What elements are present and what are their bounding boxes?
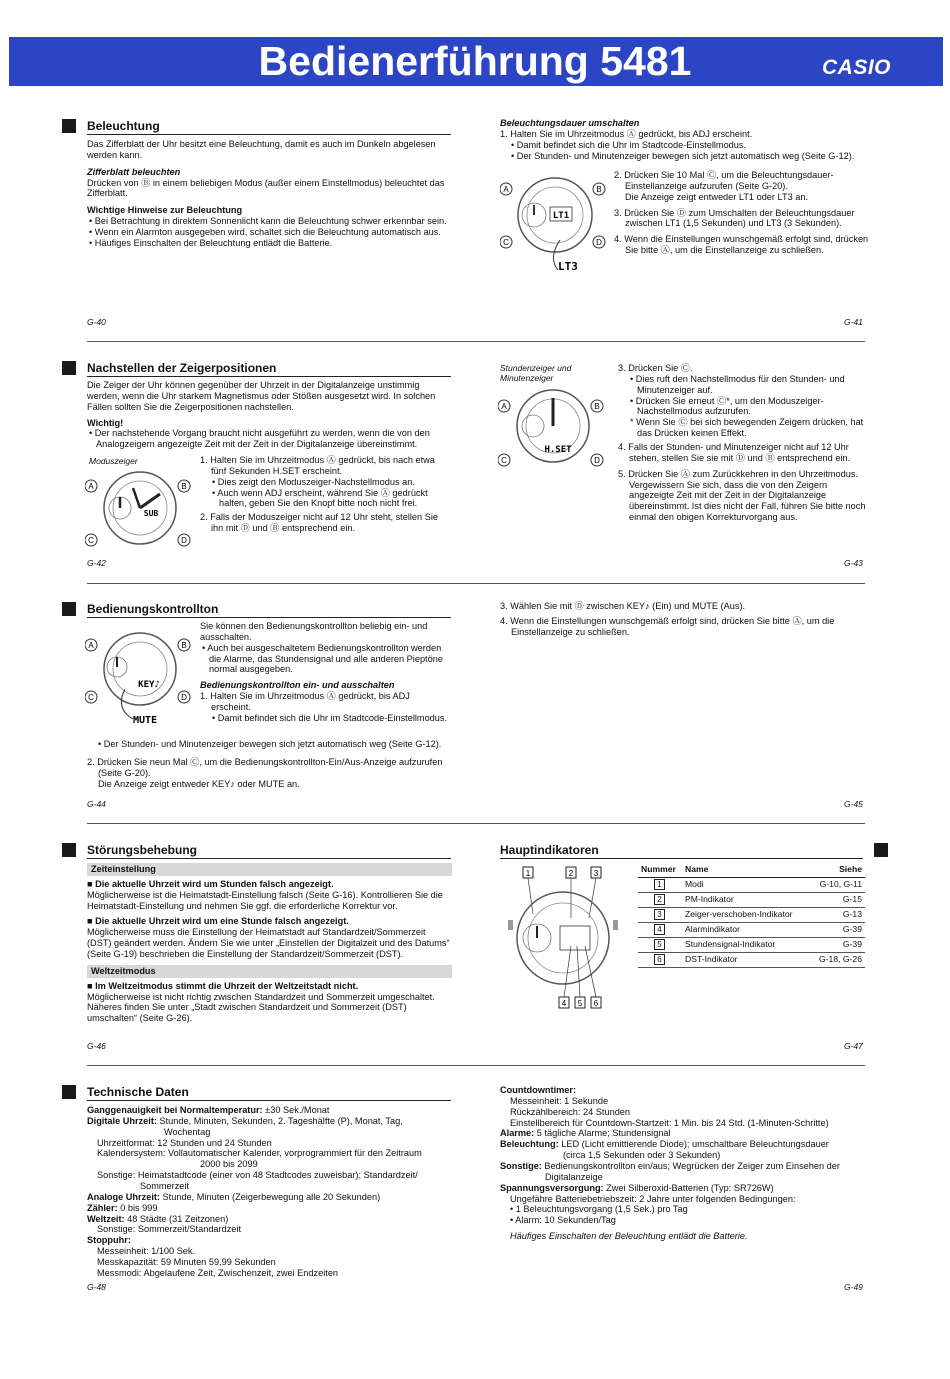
- section-marker: [874, 843, 888, 857]
- indicator-table-wrap: [638, 862, 865, 968]
- spec-value: Sonstige: Heimatstadtcode (einer von 48 Stadtcodes zuweisbar); Standardzeit/: [97, 1170, 418, 1181]
- category-bar: Weltzeitmodus: [87, 965, 452, 978]
- bullet: • Dies ruft den Nachstellmodus für den Stunden- und Minutenzeiger auf.: [630, 373, 845, 395]
- table-cell: Zeiger-verschoben-Indikator: [682, 907, 807, 922]
- spec-label: Countdowntimer:: [500, 1085, 577, 1095]
- question: ■ Im Weltzeitmodus stimmt die Uhrzeit der Weltzeitstadt nicht.: [87, 980, 359, 991]
- spec-value: Messmodi: Abgelaufene Zeit, Zwischenzeit, zwei Endzeiten: [97, 1267, 339, 1278]
- button-c-label: C: [503, 238, 509, 247]
- lcd-hset: H.SET: [544, 445, 572, 455]
- step: 2. Drücken Sie neun Mal Ⓒ, um die Bedienungskontrollton-Ein/Aus-Anzeige aufzurufen (Seite G-20).: [87, 756, 443, 778]
- table-cell: G-13: [807, 907, 865, 922]
- page-number: G-41: [844, 317, 863, 327]
- page-number: G-40: [87, 317, 106, 327]
- bullet: • Wenn ein Alarmton ausgegeben wird, schaltet sich die Beleuchtung automatisch aus.: [89, 227, 441, 238]
- zeiger-body: [87, 380, 452, 450]
- indicator-table: [638, 862, 865, 968]
- spec-line: [87, 1203, 457, 1214]
- note: Häufiges Einschalten der Beleuchtung entlädt die Batterie.: [510, 1231, 748, 1242]
- figure-label: Stundenzeiger und Minutenzeiger: [500, 363, 572, 384]
- button-c-label: C: [88, 693, 94, 702]
- spec-value: Bedienungskontrollton ein/aus; Wegrücken der Zeiger zum Einsehen der: [541, 1161, 840, 1172]
- table-cell: G-39: [807, 937, 865, 952]
- spec-label: Beleuchtung:: [500, 1139, 559, 1150]
- spec-line: [87, 1214, 457, 1225]
- spec-value: Messeinheit: 1 Sekunde: [510, 1095, 609, 1106]
- watch-diagram-key: [85, 631, 195, 729]
- spec-value: • 1 Beleuchtungsvorgang (1,5 Sek.) pro Tag: [510, 1204, 688, 1215]
- button-b-label: B: [181, 482, 187, 491]
- lcd-lt3: LT3: [558, 260, 578, 273]
- kontroll-body-2: [87, 739, 457, 789]
- table-row: [638, 892, 865, 907]
- paragraph: Vergewissern Sie sich, dass die von den Zeigern angezeigte Zeit mit der Zeit in der Digitalanzeige übereinstimmt. Ist dies nicht der Fall, führen Sie bitte noch einmal den obigen Korrekturvorgang aus.: [629, 479, 866, 523]
- table-row: [638, 922, 865, 937]
- section-title-zeiger: Nachstellen der Zeigerpositionen: [87, 361, 451, 377]
- indicator-num: 2: [568, 869, 574, 878]
- table-cell: Alarmindikator: [682, 922, 807, 937]
- spec-line: [500, 1139, 870, 1150]
- button-b-label: B: [596, 185, 602, 194]
- dauer-steps: [614, 170, 870, 256]
- spec-value: 5 tägliche Alarme; Stundensignal: [534, 1128, 671, 1139]
- indicator-num: 5: [577, 999, 583, 1008]
- spec-line: [500, 1128, 870, 1139]
- indicator-num: 6: [593, 999, 599, 1008]
- spec-label: Weltzeit:: [87, 1213, 125, 1224]
- spec-line: [500, 1183, 870, 1194]
- bullet: • Damit befindet sich die Uhr im Stadtcode-Einstellmodus.: [511, 139, 747, 150]
- spec-value: • Alarm: 10 Sekunden/Tag: [510, 1215, 616, 1226]
- stoer-body: [87, 863, 452, 1024]
- section-title-tech: Technische Daten: [87, 1085, 451, 1101]
- button-c-label: C: [88, 536, 94, 545]
- button-a-label: A: [503, 185, 509, 194]
- lcd-lt1: LT1: [552, 211, 570, 221]
- kontroll2-body: [500, 601, 870, 638]
- section-marker: [62, 602, 76, 616]
- spec-label: Zähler:: [87, 1202, 118, 1213]
- spec-label: Alarme:: [500, 1128, 535, 1139]
- spec-value: Einstellbereich für Countdown-Startzeit: 1 Min. bis 24 Std. (1-Minuten-Schritte): [510, 1117, 829, 1128]
- spec-value: LED (Licht emittierende Diode); umschaltbare Beleuchtungsdauer: [558, 1139, 829, 1150]
- lcd-sub: SUB: [143, 509, 159, 518]
- spec-label: Spannungsversorgung:: [500, 1182, 604, 1193]
- spec-value: Rückzählbereich: 24 Stunden: [510, 1106, 631, 1117]
- watch-diagram-sub: [85, 468, 195, 550]
- section-title-beleuchtung: Beleuchtung: [87, 119, 451, 135]
- spec-value: Uhrzeitformat: 12 Stunden und 24 Stunden: [97, 1137, 272, 1148]
- table-cell: 6: [654, 954, 665, 965]
- section-title-stoer: Störungsbehebung: [87, 843, 451, 859]
- page-number: G-45: [844, 799, 863, 809]
- figure-label: Moduszeiger: [89, 456, 138, 466]
- indicator-num: 1: [525, 869, 531, 878]
- dauer-body: [500, 118, 870, 161]
- lcd-key: KEY♪: [138, 680, 160, 690]
- button-a-label: A: [88, 482, 94, 491]
- answer: Möglicherweise ist nicht richtig zwischen Standardzeit und Sommerzeit umgeschaltet. Näheres finden Sie unter „Stadt zwischen Standardzeit und Sommerzeit (DST) umschalten“ (Seite G-26).: [87, 991, 435, 1024]
- wichtig-heading: Wichtig!: [87, 417, 124, 428]
- page-number: G-42: [87, 558, 106, 568]
- page-title: Bedienerführung 5481: [258, 38, 692, 84]
- bullet: • Drücken Sie erneut Ⓒ*, um den Moduszeiger-Nachstellmodus aufzurufen.: [630, 395, 824, 417]
- page-number: G-44: [87, 799, 106, 809]
- spec-value: (circa 1,5 Sekunden oder 3 Sekunden): [563, 1150, 721, 1161]
- sub-heading: Beleuchtungsdauer umschalten: [500, 118, 640, 128]
- table-cell: G-18, G-26: [807, 952, 865, 967]
- step: 1. Halten Sie im Uhrzeitmodus Ⓐ gedrückt, bis ADJ erscheint.: [200, 691, 410, 713]
- spec-label: Sonstige:: [500, 1161, 542, 1172]
- spec-value: 48 Städte (31 Zeitzonen): [124, 1213, 229, 1224]
- divider: [87, 823, 865, 824]
- spec-line: [87, 1105, 457, 1116]
- spec-value: Sommerzeit: [140, 1181, 190, 1192]
- bullet: • Der Stunden- und Minutenzeiger bewegen sich jetzt automatisch weg (Seite G-12).: [98, 739, 442, 749]
- page-number: G-48: [87, 1282, 106, 1292]
- page-number: G-46: [87, 1041, 106, 1051]
- bullet: • Auch bei ausgeschaltetem Bedienungskontrollton werden die Alarme, das Stundensignal und alle anderen Pieptöne normal ausgegeben.: [202, 642, 443, 675]
- answer: Möglicherweise muss die Einstellung der Heimatstadt auf Standardzeit/Sommerzeit (DST) geändert werden. Ändern Sie wie unter „Einstellen der Digitalzeit und des Datums“ (Seite G-19) beschrieben die Einstellung der Standardzeit/Sommerzeit (DST).: [87, 927, 450, 960]
- zeiger2-steps: [618, 363, 868, 523]
- spec-value: Kalendersystem: Vollautomatischer Kalender, vorprogrammiert für den Zeitraum: [97, 1148, 422, 1159]
- beleuchtung-body: [87, 139, 452, 249]
- spec-value: Zwei Silberoxid-Batterien (Typ: SR726W): [603, 1182, 774, 1193]
- step: 1. Halten Sie im Uhrzeitmodus Ⓐ gedrückt, bis nach etwa fünf Sekunden H.SET erscheint.: [200, 455, 435, 476]
- spec-value: Stunde, Minuten, Sekunden, 2. Tageshälfte (P), Monat, Tag,: [156, 1115, 403, 1126]
- watch-diagram-indicators: [505, 866, 633, 1010]
- divider: [87, 341, 865, 342]
- page-number: G-49: [844, 1282, 863, 1292]
- button-d-label: D: [596, 238, 602, 247]
- answer: Möglicherweise ist die Heimatstadt-Einstellung falsch (Seite G-16). Kontrollieren Sie die Heimatstadt-Einstellung und nehmen Sie ggf. die erforderliche Korrektur vor.: [87, 889, 443, 911]
- step: 2. Drücken Sie 10 Mal Ⓒ, um die Beleuchtungsdauer-Einstellanzeige aufzurufen (Seite G-20).: [614, 170, 834, 191]
- button-a-label: A: [88, 641, 94, 650]
- bullet: • Auch wenn ADJ erscheint, während Sie Ⓐ gedrückt halten, geben Sie den Knopf bitte noch nicht frei.: [212, 487, 428, 509]
- spec-value: ±30 Sek./Monat: [262, 1105, 330, 1115]
- table-cell: G-10, G-11: [807, 877, 865, 892]
- step: 4. Wenn die Einstellungen wunschgemäß erfolgt sind, drücken Sie bitte Ⓐ, um die Einstellanzeige zu schließen.: [500, 615, 835, 637]
- step: 5. Drücken Sie Ⓐ zum Zurückkehren in den Uhrzeitmodus.: [618, 468, 858, 479]
- spec-value: Digitalanzeige: [545, 1171, 603, 1182]
- spec-value: 0 bis 999: [117, 1202, 158, 1213]
- sub-heading: Bedienungskontrollton ein- und ausschalten: [200, 680, 395, 691]
- button-d-label: D: [181, 693, 187, 702]
- footnote: * Wenn Sie Ⓒ bei sich bewegenden Zeigern drücken, hat das Drücken keinen Effekt.: [630, 417, 864, 439]
- table-cell: G-15: [807, 892, 865, 907]
- table-header-row: [638, 862, 865, 877]
- spec-label: Ganggenauigkeit bei Normaltemperatur:: [87, 1105, 263, 1115]
- table-row: [638, 907, 865, 922]
- table-row: [638, 877, 865, 892]
- spec-label: Digitale Uhrzeit:: [87, 1115, 157, 1126]
- section-title-kontroll: Bedienungskontrollton: [87, 602, 451, 618]
- button-a-label: A: [501, 402, 507, 411]
- casio-logo: CASIO: [822, 56, 892, 79]
- spec-line: [87, 1192, 457, 1203]
- spec-label: Stoppuhr:: [87, 1235, 131, 1246]
- sub-heading: Zifferblatt beleuchten: [87, 166, 181, 177]
- divider: [87, 583, 865, 584]
- step: 4. Wenn die Einstellungen wunschgemäß erfolgt sind, drücken Sie bitte Ⓐ, um die Einstellanzeige zu schließen.: [614, 234, 869, 256]
- table-row: [638, 937, 865, 952]
- spec-value: Messkapazität: 59 Minuten 59,99 Sekunden: [97, 1257, 276, 1268]
- section-marker: [62, 361, 76, 375]
- spec-line: [500, 1161, 870, 1172]
- step: 1. Halten Sie im Uhrzeitmodus Ⓐ gedrückt, bis ADJ erscheint.: [500, 128, 753, 139]
- table-cell: 5: [654, 939, 665, 950]
- section-marker: [62, 1085, 76, 1099]
- table-row: [638, 952, 865, 967]
- button-b-label: B: [181, 641, 187, 650]
- step: 3. Drücken Sie Ⓒ.: [618, 363, 693, 373]
- step: 4. Falls der Stunden- und Minutenzeiger nicht auf 12 Uhr stehen, stellen Sie sie mit Ⓓ und Ⓑ entsprechend ein.: [618, 442, 851, 463]
- zeiger-steps: [200, 455, 452, 534]
- question: ■ Die aktuelle Uhrzeit wird um eine Stunde falsch angezeigt.: [87, 916, 349, 927]
- section-marker: [62, 119, 76, 133]
- question: ■ Die aktuelle Uhrzeit wird um Stunden falsch angezeigt.: [87, 878, 334, 889]
- table-cell: 2: [654, 894, 665, 905]
- step: 3. Wählen Sie mit Ⓓ zwischen KEY♪ (Ein) und MUTE (Aus).: [500, 601, 746, 611]
- bullet: • Der nachstehende Vorgang braucht nicht ausgeführt zu werden, wenn die von den Analogzeigern angezeigte Zeit mit der Zeit in der Digitalanzeige übereinstimmt.: [89, 428, 430, 450]
- watch-diagram-lt: [500, 170, 610, 280]
- spec-value: Ungefähre Batteriebetriebszeit: 2 Jahre unter folgenden Bedingungen:: [510, 1193, 796, 1204]
- beleuchtung-intro: Das Zifferblatt der Uhr besitzt eine Beleuchtung, damit es auch im Dunkeln abgelesen werden kann.: [87, 139, 436, 160]
- bullet: • Der Stunden- und Minutenzeiger bewegen sich jetzt automatisch weg (Seite G-12).: [511, 150, 855, 161]
- paragraph: Die Anzeige zeigt entweder LT1 oder LT3 an.: [625, 191, 809, 202]
- spec-value: Sonstige: Sommerzeit/Standardzeit: [97, 1224, 242, 1235]
- divider: [87, 1065, 865, 1066]
- category-bar: Zeiteinstellung: [87, 863, 452, 876]
- paragraph: Die Anzeige zeigt entweder KEY♪ oder MUTE an.: [98, 778, 300, 789]
- spec-value: Messeinheit: 1/100 Sek.: [97, 1246, 196, 1257]
- spec-line: [87, 1116, 457, 1127]
- table-cell: PM-Indikator: [682, 892, 807, 907]
- paragraph: Sie können den Bedienungskontrollton beliebig ein- und ausschalten.: [200, 621, 428, 642]
- indicator-num: 4: [561, 999, 567, 1008]
- step: 2. Falls der Moduszeiger nicht auf 12 Uhr steht, stellen Sie ihn mit Ⓓ und Ⓑ entsprechend ein.: [200, 512, 438, 534]
- bullet: • Damit befindet sich die Uhr im Stadtcode-Einstellmodus.: [212, 712, 448, 723]
- table-header: Nummer: [638, 862, 682, 877]
- spec-label: Analoge Uhrzeit:: [87, 1191, 160, 1202]
- section-title-haupt: Hauptindikatoren: [500, 843, 863, 859]
- spec-value: Wochentag: [164, 1126, 211, 1137]
- table-cell: 3: [654, 909, 665, 920]
- table-header: Name: [682, 862, 807, 877]
- page-number: G-47: [844, 1041, 863, 1051]
- kontroll-body: [200, 621, 452, 724]
- button-c-label: C: [501, 456, 507, 465]
- table-header: Siehe: [807, 862, 865, 877]
- paragraph: Die Zeiger der Uhr können gegenüber der Uhrzeit in der Digitalanzeige unstimmig werden, wenn die Uhr starkem Magnetismus oder Stößen ausgesetzt wird. In solchen Fällen sollten Sie die Zeigerpositionen nachstellen.: [87, 380, 436, 412]
- spec-value: 2000 bis 2099: [200, 1159, 258, 1170]
- section-marker: [62, 843, 76, 857]
- button-d-label: D: [594, 456, 600, 465]
- step: 3. Drücken Sie Ⓓ zum Umschalten der Beleuchtungsdauer zwischen LT1 (1,5 Sekunden) und LT3 (3 Sekunden).: [614, 207, 855, 229]
- spec-value: Stunde, Minuten (Zeigerbewegung alle 20 Sekunden): [160, 1191, 381, 1202]
- button-d-label: D: [181, 536, 187, 545]
- table-cell: 4: [654, 924, 665, 935]
- table-cell: DST-Indikator: [682, 952, 807, 967]
- paragraph: Drücken von Ⓑ in einem beliebigen Modus (außer einem Einstellmodus) beleuchtet das Zifferblatt.: [87, 177, 445, 199]
- page-number: G-43: [844, 558, 863, 568]
- sub-heading: Wichtige Hinweise zur Beleuchtung: [87, 205, 243, 216]
- bullet: • Bei Betrachtung in direktem Sonnenlicht kann die Beleuchtung schwer erkennbar sein.: [89, 216, 447, 227]
- indicator-num: 3: [593, 869, 599, 878]
- table-cell: Stundensignal-Indikator: [682, 937, 807, 952]
- lcd-mute: MUTE: [133, 715, 158, 726]
- tech2-body: [500, 1085, 870, 1242]
- button-b-label: B: [594, 402, 600, 411]
- table-cell: Modi: [682, 877, 807, 892]
- table-cell: G-39: [807, 922, 865, 937]
- table-cell: 1: [654, 879, 665, 890]
- bullet: • Häufiges Einschalten der Beleuchtung entlädt die Batterie.: [89, 237, 333, 248]
- watch-diagram-hset: [498, 388, 608, 470]
- bullet: • Dies zeigt den Moduszeiger-Nachstellmodus an.: [212, 476, 415, 487]
- tech-body: [87, 1105, 457, 1279]
